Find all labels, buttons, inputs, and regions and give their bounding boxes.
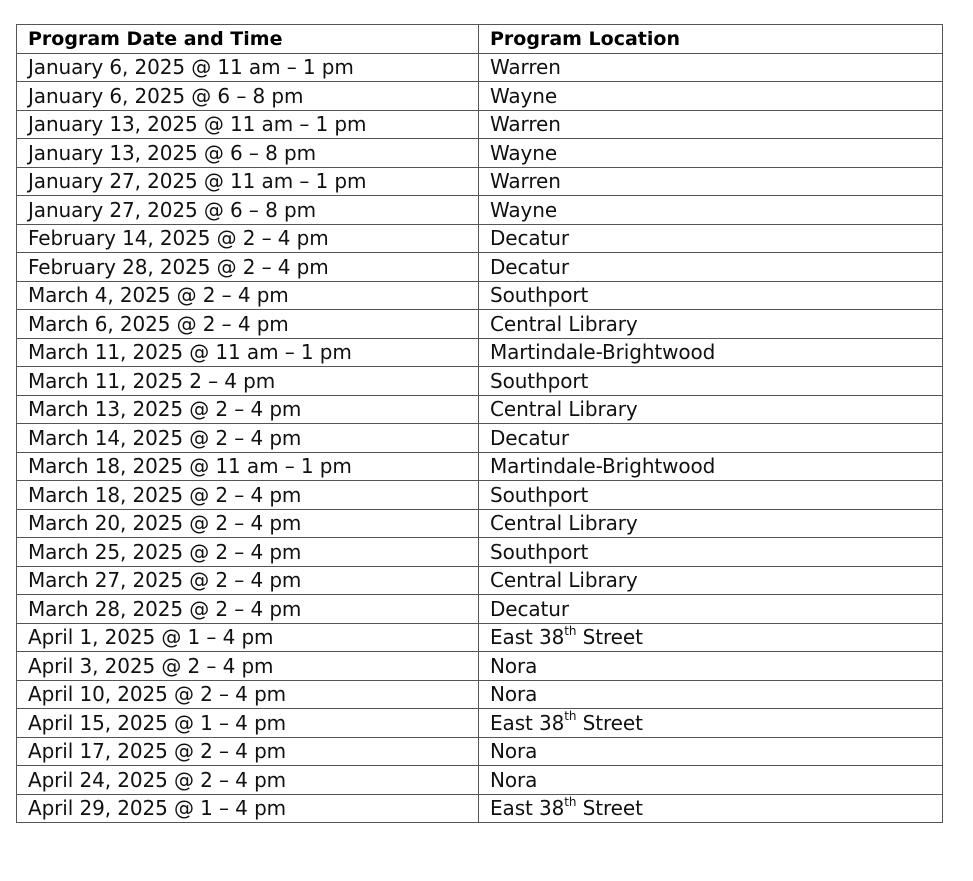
location-text: East 38 [490, 625, 565, 650]
cell-date-time: February 28, 2025 @ 2 – 4 pm [17, 253, 479, 282]
cell-location: Central Library [479, 566, 943, 595]
cell-location: Nora [479, 766, 943, 795]
cell-date-time: March 13, 2025 @ 2 – 4 pm [17, 395, 479, 424]
cell-location: Wayne [479, 82, 943, 111]
cell-location: Nora [479, 652, 943, 681]
table-row [17, 82, 943, 111]
cell-location [479, 623, 943, 652]
cell-date-time: March 11, 2025 2 – 4 pm [17, 367, 479, 396]
location-text-suffix: Street [576, 796, 643, 821]
table-row [17, 709, 943, 738]
cell-location: Martindale-Brightwood [479, 452, 943, 481]
cell-date-time: April 15, 2025 @ 1 – 4 pm [17, 709, 479, 738]
table-row [17, 367, 943, 396]
cell-date-time: March 20, 2025 @ 2 – 4 pm [17, 509, 479, 538]
table-row [17, 281, 943, 310]
cell-date-time: March 28, 2025 @ 2 – 4 pm [17, 595, 479, 624]
cell-location: Central Library [479, 310, 943, 339]
cell-location: Southport [479, 281, 943, 310]
cell-location: Nora [479, 680, 943, 709]
table-row [17, 538, 943, 567]
cell-location: Warren [479, 53, 943, 82]
table-row [17, 395, 943, 424]
table-row [17, 110, 943, 139]
cell-location [479, 794, 943, 823]
table-body [17, 53, 943, 823]
cell-location: Wayne [479, 196, 943, 225]
table-row [17, 139, 943, 168]
cell-location: Southport [479, 538, 943, 567]
table-row [17, 224, 943, 253]
table-row [17, 310, 943, 339]
cell-date-time: March 27, 2025 @ 2 – 4 pm [17, 566, 479, 595]
cell-date-time: March 18, 2025 @ 2 – 4 pm [17, 481, 479, 510]
cell-location: Decatur [479, 224, 943, 253]
cell-date-time: March 11, 2025 @ 11 am – 1 pm [17, 338, 479, 367]
table-row [17, 794, 943, 823]
cell-location [479, 709, 943, 738]
table-row [17, 253, 943, 282]
cell-location: Central Library [479, 509, 943, 538]
column-header-date-time: Program Date and Time [17, 25, 479, 54]
cell-date-time: April 3, 2025 @ 2 – 4 pm [17, 652, 479, 681]
cell-location: Nora [479, 737, 943, 766]
cell-date-time: April 29, 2025 @ 1 – 4 pm [17, 794, 479, 823]
table-row [17, 167, 943, 196]
location-text-suffix: Street [576, 625, 643, 650]
cell-location: Martindale-Brightwood [479, 338, 943, 367]
cell-location: Central Library [479, 395, 943, 424]
location-text-suffix: Street [576, 710, 643, 735]
cell-date-time: February 14, 2025 @ 2 – 4 pm [17, 224, 479, 253]
table-row [17, 452, 943, 481]
cell-location: Warren [479, 167, 943, 196]
cell-date-time: January 27, 2025 @ 6 – 8 pm [17, 196, 479, 225]
cell-date-time: March 25, 2025 @ 2 – 4 pm [17, 538, 479, 567]
program-schedule-table [16, 24, 943, 823]
table-row [17, 595, 943, 624]
column-header-location: Program Location [479, 25, 943, 54]
table-row [17, 424, 943, 453]
table-row [17, 196, 943, 225]
cell-date-time: January 13, 2025 @ 11 am – 1 pm [17, 110, 479, 139]
cell-location: Decatur [479, 595, 943, 624]
location-text: East 38 [490, 710, 565, 735]
cell-date-time: April 24, 2025 @ 2 – 4 pm [17, 766, 479, 795]
table-row [17, 766, 943, 795]
cell-date-time: April 1, 2025 @ 1 – 4 pm [17, 623, 479, 652]
cell-date-time: April 10, 2025 @ 2 – 4 pm [17, 680, 479, 709]
cell-date-time: March 14, 2025 @ 2 – 4 pm [17, 424, 479, 453]
cell-date-time: January 6, 2025 @ 6 – 8 pm [17, 82, 479, 111]
table-row [17, 481, 943, 510]
cell-date-time: January 27, 2025 @ 11 am – 1 pm [17, 167, 479, 196]
table-row [17, 680, 943, 709]
cell-location: Southport [479, 367, 943, 396]
location-text: East 38 [490, 796, 565, 821]
cell-date-time: March 18, 2025 @ 11 am – 1 pm [17, 452, 479, 481]
cell-location: Wayne [479, 139, 943, 168]
table-row [17, 338, 943, 367]
cell-location: Decatur [479, 253, 943, 282]
location-ordinal-suffix: th [564, 623, 577, 638]
cell-date-time: January 13, 2025 @ 6 – 8 pm [17, 139, 479, 168]
table-row [17, 652, 943, 681]
location-ordinal-suffix: th [564, 794, 577, 809]
cell-date-time: March 4, 2025 @ 2 – 4 pm [17, 281, 479, 310]
cell-location: Southport [479, 481, 943, 510]
table-row [17, 53, 943, 82]
table-row [17, 566, 943, 595]
cell-location: Warren [479, 110, 943, 139]
cell-date-time: March 6, 2025 @ 2 – 4 pm [17, 310, 479, 339]
cell-date-time: January 6, 2025 @ 11 am – 1 pm [17, 53, 479, 82]
table-row [17, 509, 943, 538]
cell-location: Decatur [479, 424, 943, 453]
location-ordinal-suffix: th [564, 709, 577, 724]
cell-date-time: April 17, 2025 @ 2 – 4 pm [17, 737, 479, 766]
table-row [17, 623, 943, 652]
table-header-row [17, 25, 943, 54]
table-row [17, 737, 943, 766]
